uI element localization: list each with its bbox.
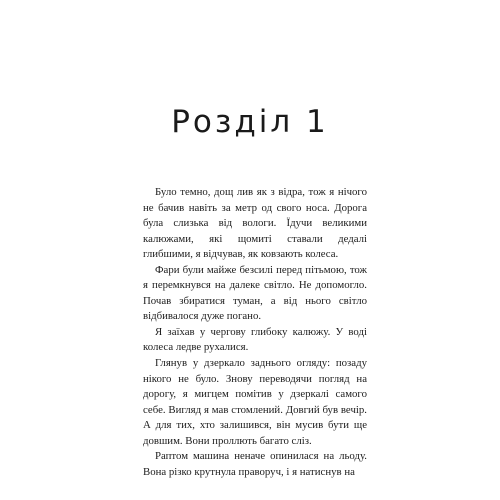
body-text <box>143 185 367 480</box>
paragraph: Фари були майже безсилі перед пітьмою, тож я перемкнувся на далеке світло. Не допомогло. Почав збиратися туман, а від нього світло відбивалося дуже погано. <box>143 263 367 323</box>
paragraph: Я заїхав у чергову глибоку калюжу. У воді колеса ледве рухалися. <box>143 325 367 354</box>
paragraph: Раптом машина неначе опинилася на льоду. Вона різко крутнула праворуч, і я натиснув на <box>143 450 367 478</box>
paragraph: Було темно, дощ лив як з відра, тож я нічого не бачив навіть за метр од свого носа. Дорога була слизька від вологи. Їдучи великими калюжами, які щомиті ставали дедалі глибшими, я відчував, як ковзають колеса. <box>143 186 367 261</box>
chapter-title: Розділ 1 <box>171 104 329 140</box>
paragraph: Глянув у дзеркало заднього огляду: позаду нікого не було. Знову переводячи погляд на дорогу, я мигцем помітив у дзеркалі самого себе. Вигляд я мав стомлений. Довгий був вечір. А для тих, хто залишився, він мусив бути ще довшим. Вони проллють багато сліз. <box>143 357 367 447</box>
